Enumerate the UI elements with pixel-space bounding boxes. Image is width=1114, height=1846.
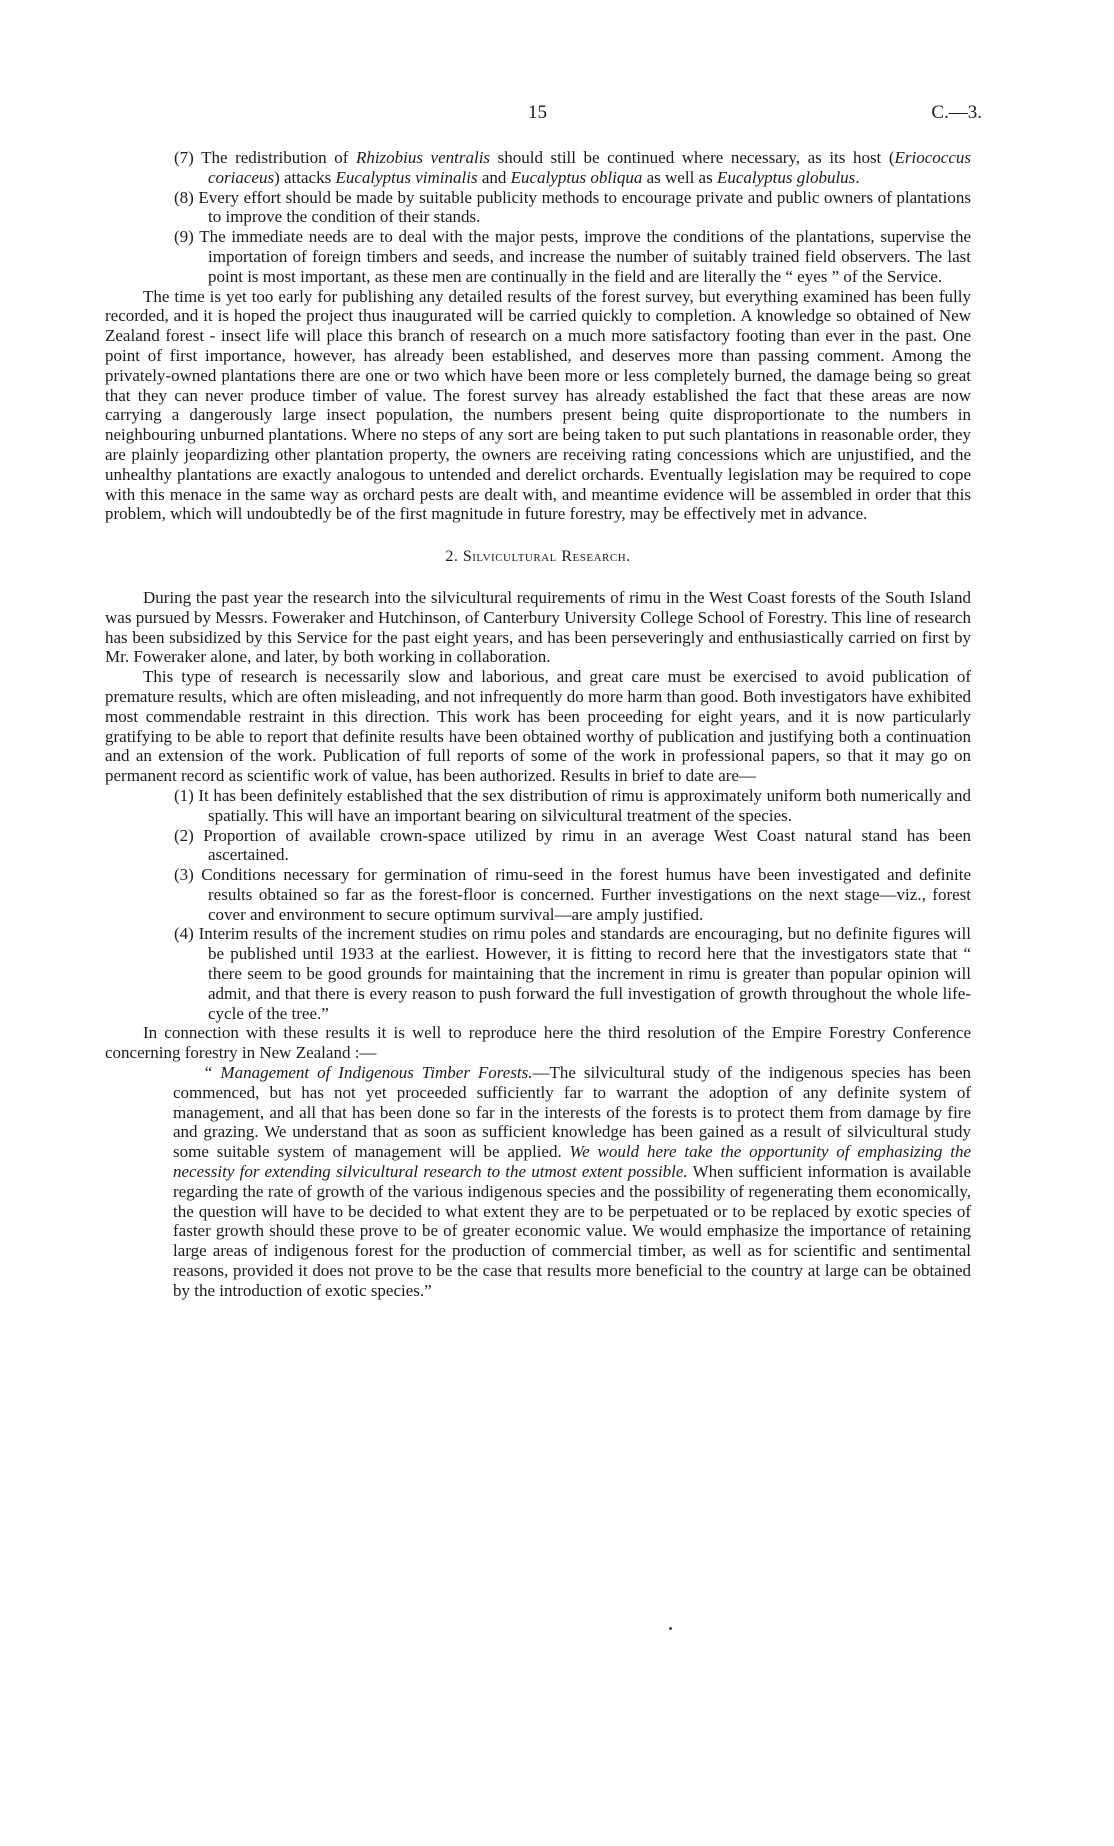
list-text: Conditions necessary for germination of rimu-seed in the forest humus have been investigated and definite results obtained so far as the forest-floor is concerned. Further investigations on the next stage—viz., forest cover and environment to secure optimum survival—are amply justified. (201, 865, 971, 924)
list-number: (4) (174, 924, 194, 944)
list-text: The redistribution of (201, 148, 356, 167)
section-heading-silvicultural-research: 2. Silvicultural Research. (445, 548, 631, 566)
list-item (105, 865, 971, 924)
list-text: Interim results of the increment studies on rimu poles and standards are encouraging, but no definite figures will be published until 1933 at the earliest. However, it is fitting to record here that the investigators state that “ there seem to be good grounds for maintaining that the increment in rimu is greater than popular opinion will admit, and that there is every reason to push forward the full investigation of growth throughout the whole life-cycle of the tree.” (198, 924, 972, 1023)
quote-title: “ Management of Indigenous Timber Forests. (203, 1063, 533, 1083)
list-item (105, 188, 971, 228)
species-name: Eucalyptus globulus (716, 167, 856, 187)
list-text: should still be continued where necessary, as its host ( (490, 148, 895, 167)
document-reference: C.—3. (931, 102, 982, 123)
print-speck (669, 1627, 672, 1630)
page-header (0, 100, 1114, 130)
list-text: as well as (642, 167, 717, 187)
quote-text: —The silvicultural study of the indigenous species has been commenced, but has not yet proceeded sufficiently far to warrant the adoption of any definite system of management, and all that has been done so far in the interests of the forests is to protect them from damage by fire and grazing. We understand that as soon as sufficient knowledge has been gained as a result of silvicultural study some suitable system of management will be applied. (173, 1063, 971, 1162)
list-item (105, 148, 971, 188)
list-number: (8) (174, 187, 199, 207)
paragraph-rimu-research: During the past year the research into the silvicultural requirements of rimu in the West Coast forests of the South Island was pursued by Messrs. Foweraker and Hutchinson, of Canterbury University College School of Forestry. This line of research has been subsidized by this Service for the past eight years, and has been perseveringly and enthusiastically carried on first by Mr. Foweraker alone, and later, by both working in collaboration. (105, 587, 971, 667)
quote-emphasis: We would here take the opportunity of emphasizing the necessity for extending silvicultural research to the utmost extent possible. (173, 1142, 971, 1182)
list-number: (1) (174, 785, 194, 805)
paragraph-research-type: This type of research is necessarily slow and laborious, and great care must be exercised to avoid publication of premature results, which are often misleading, and not infrequently do more harm than good. Both investigators have exhibited most commendable restraint in this direction. This work has been proceeding for eight years, and it is now particularly gratifying to be able to report that definite results have been obtained worthy of publication and justifying both a continuation and an extension of the work. Publication of full reports of some of the work in professional papers, so that it may go on permanent record as scientific work of value, has been authorized. Results in brief to date are— (105, 667, 971, 786)
list-text: ) attacks (274, 167, 336, 187)
paragraph-forest-survey: The time is yet too early for publishing any detailed results of the forest survey, but everything examined has been fully recorded, and it is hoped the project thus inaugurated will be carried quickly to completion. A knowledge so obtained of New Zealand forest - insect life will place this branch of research on a much more satisfactory footing than ever in the past. One point of first importance, however, has already been established, and deserves more than passing comment. Among the privately-owned plantations there are one or two which have been more or less completely burned, the damage being so great that they can never produce timber of value. The forest survey has already established the fact that these areas are now carrying a dangerously large insect population, the numbers present being quite disproportionate to the numbers in neighbouring unburned plantations. Where no steps of any sort are being taken to put such plantations in reasonable order, they are plainly jeopardizing other plantation property, the owners are receiving rating concessions which are unjustified, and the unhealthy plantations are exactly analogous to untended and derelict orchards. Eventually legislation may be required to cope with this menace in the same way as orchard pests are dealt with, and meantime evidence will be assembled in order that this problem, which will undoubtedly be of the first magnitude in future forestry, may be effectively met in advance. (105, 286, 971, 524)
page-number: 15 (528, 102, 547, 123)
list-item (105, 924, 971, 1023)
document-body (105, 148, 971, 1301)
list-text: The immediate needs are to deal with the major pests, improve the conditions of the plantations, supervise the importation of foreign timbers and seeds, and increase the number of suitably trained field observers. The last point is most important, as these men are continually in the field and are literally the “ eyes ” of the Service. (199, 227, 972, 286)
list-text: . (855, 167, 860, 187)
list-text: and (477, 167, 511, 187)
list-number: (9) (174, 227, 200, 247)
list-number: (3) (174, 865, 194, 885)
list-item (105, 786, 971, 826)
paragraph-conference-intro: In connection with these results it is well to reproduce here the third resolution of the Empire Forestry Conference concerning forestry in New Zealand :— (105, 1023, 971, 1063)
species-name: Eriococcus coriaceus (208, 148, 971, 187)
species-name: Eucalyptus obliqua (510, 167, 643, 187)
list-text: Proportion of available crown-space utilized by rimu in an average West Coast natural stand has been ascertained. (203, 825, 972, 865)
species-name: Eucalyptus viminalis (335, 167, 478, 187)
list-text: Every effort should be made by suitable publicity methods to encourage private and public owners of plantations to improve the condition of their stands. (198, 187, 971, 227)
block-quote-resolution (105, 1063, 971, 1301)
list-text: It has been definitely established that the sex distribution of rimu is approximately uniform both numerically and spatially. This will have an important bearing on silvicultural treatment of the species. (198, 785, 972, 825)
list-number: (7) (174, 148, 202, 167)
list-item (105, 227, 971, 286)
list-item (105, 826, 971, 866)
quote-text-end: When sufficient information is available regarding the rate of growth of the various indigenous species and the possibility of regenerating them economically, the question will have to be decided to what extent they are to be perpetuated or to be replaced by exotic species of faster growth should these prove to be of greater economic value. We would emphasize the importance of retaining large areas of indigenous forest for the production of commercial timber, as well as for scientific and sentimental reasons, provided it does not prove to be the case that results more beneficial to the country at large can be obtained by the introduction of exotic species.” (173, 1162, 971, 1300)
species-name: Rhizobius ventralis (355, 148, 491, 167)
list-number: (2) (174, 825, 194, 845)
